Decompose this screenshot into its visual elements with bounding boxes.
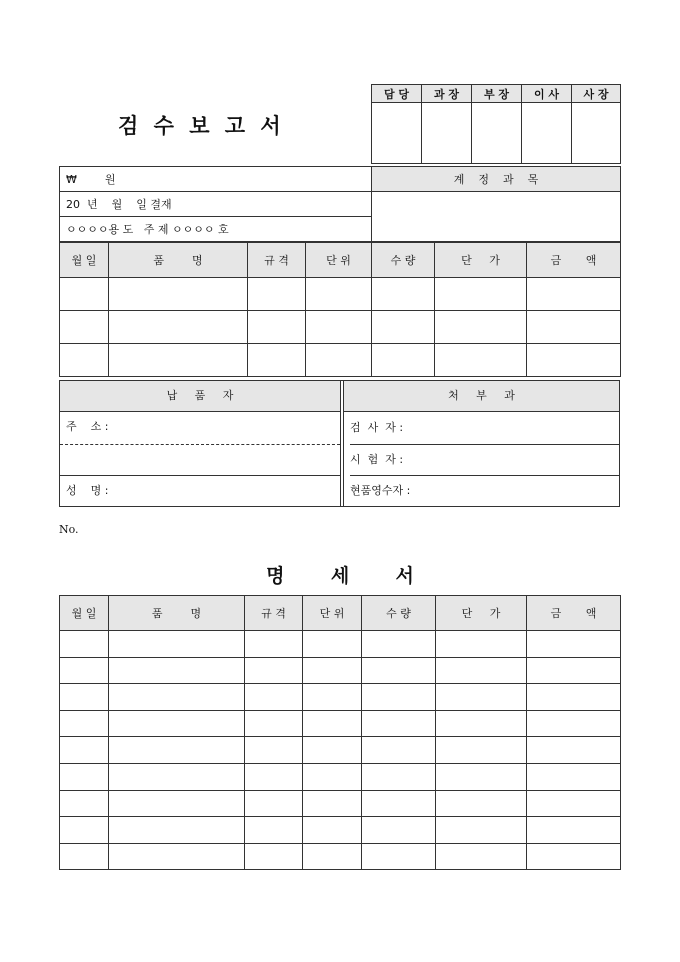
table-cell[interactable]: [248, 311, 306, 344]
approval-header: 사 장: [572, 85, 621, 103]
detail-row: [60, 817, 621, 844]
table-cell[interactable]: [436, 843, 527, 870]
table-cell[interactable]: [527, 790, 621, 817]
account-header: 계 정 과 목: [372, 167, 621, 192]
table-cell[interactable]: [245, 631, 303, 658]
table-cell[interactable]: [436, 737, 527, 764]
table-cell[interactable]: [362, 843, 436, 870]
detail-row: [60, 790, 621, 817]
col-header: 품 명: [109, 243, 248, 278]
table-cell[interactable]: [60, 790, 109, 817]
table-cell[interactable]: [436, 631, 527, 658]
table-cell[interactable]: [362, 763, 436, 790]
table-cell[interactable]: [372, 311, 435, 344]
detail-col-header: 품 명: [109, 596, 245, 631]
detail-row: [60, 657, 621, 684]
table-cell[interactable]: [303, 737, 362, 764]
items-row: [60, 311, 621, 344]
table-cell[interactable]: [527, 817, 621, 844]
supplier-header: 납 품 자: [60, 381, 340, 412]
table-cell[interactable]: [527, 344, 621, 377]
table-cell[interactable]: [362, 790, 436, 817]
table-cell[interactable]: [306, 311, 372, 344]
detail-col-header: 규 격: [245, 596, 303, 631]
approval-stamp-cell[interactable]: [472, 103, 522, 164]
table-cell[interactable]: [109, 710, 245, 737]
table-cell[interactable]: [245, 710, 303, 737]
detail-row: [60, 631, 621, 658]
items-row: [60, 344, 621, 377]
table-cell[interactable]: [527, 278, 621, 311]
detail-row: [60, 843, 621, 870]
receiver-label[interactable]: 현품영수자 :: [350, 484, 411, 497]
detail-col-header: 월 일: [60, 596, 109, 631]
table-cell[interactable]: [109, 311, 248, 344]
approval-header: 이 사: [522, 85, 572, 103]
table-cell[interactable]: [435, 311, 527, 344]
detail-row: [60, 684, 621, 711]
account-value-cell[interactable]: [372, 192, 621, 242]
detail-col-header: 단 위: [303, 596, 362, 631]
table-cell[interactable]: [60, 710, 109, 737]
detail-table: [59, 595, 621, 870]
inspector-label[interactable]: 검 사 자 :: [350, 411, 619, 445]
table-cell[interactable]: [109, 631, 245, 658]
table-cell[interactable]: [60, 344, 109, 377]
table-cell[interactable]: [527, 684, 621, 711]
table-cell[interactable]: [527, 710, 621, 737]
table-cell[interactable]: [248, 344, 306, 377]
approval-header: 부 장: [472, 85, 522, 103]
col-header: 단 가: [435, 243, 527, 278]
table-cell[interactable]: [60, 737, 109, 764]
table-cell[interactable]: [109, 684, 245, 711]
col-header: 월 일: [60, 243, 109, 278]
table-cell[interactable]: [245, 657, 303, 684]
table-cell[interactable]: [109, 657, 245, 684]
table-cell[interactable]: [527, 763, 621, 790]
table-cell[interactable]: [436, 817, 527, 844]
table-cell[interactable]: [60, 311, 109, 344]
table-cell[interactable]: [245, 737, 303, 764]
table-cell[interactable]: [303, 817, 362, 844]
table-cell[interactable]: [306, 278, 372, 311]
col-header: 규 격: [248, 243, 306, 278]
table-cell[interactable]: [303, 710, 362, 737]
col-header: 단 위: [306, 243, 372, 278]
table-cell[interactable]: [245, 790, 303, 817]
table-cell[interactable]: [248, 278, 306, 311]
table-cell[interactable]: [362, 817, 436, 844]
table-cell[interactable]: [362, 631, 436, 658]
detail-col-header: 금 액: [527, 596, 621, 631]
table-cell[interactable]: [303, 763, 362, 790]
report-title: 검 수 보 고 서: [118, 113, 285, 138]
table-cell[interactable]: [303, 657, 362, 684]
info-table: [59, 166, 621, 242]
detail-col-header: 수 량: [362, 596, 436, 631]
table-cell[interactable]: [245, 684, 303, 711]
items-table: [59, 242, 621, 377]
table-cell[interactable]: [362, 684, 436, 711]
use-line: ㅇㅇㅇㅇ용 도 주 제 ㅇㅇㅇㅇ 호: [60, 217, 372, 242]
supplier-address-label[interactable]: 주 소 :: [66, 420, 109, 433]
amount-line: ₩ 원: [60, 167, 372, 192]
detail-title: 명 세 서: [266, 565, 414, 587]
table-cell[interactable]: [436, 710, 527, 737]
table-cell[interactable]: [436, 763, 527, 790]
detail-row: [60, 710, 621, 737]
table-cell[interactable]: [109, 737, 245, 764]
table-cell[interactable]: [245, 763, 303, 790]
items-row: [60, 278, 621, 311]
table-cell[interactable]: [60, 843, 109, 870]
table-cell[interactable]: [109, 843, 245, 870]
table-cell[interactable]: [527, 631, 621, 658]
table-cell[interactable]: [362, 737, 436, 764]
table-cell[interactable]: [436, 657, 527, 684]
table-cell[interactable]: [60, 684, 109, 711]
table-cell[interactable]: [109, 278, 248, 311]
col-header: 수 량: [372, 243, 435, 278]
approval-header: 담 당: [372, 85, 422, 103]
table-cell[interactable]: [109, 344, 248, 377]
table-cell[interactable]: [60, 278, 109, 311]
table-cell[interactable]: [362, 657, 436, 684]
approval-table: [371, 84, 621, 164]
table-cell[interactable]: [435, 278, 527, 311]
approval-stamp-cell[interactable]: [422, 103, 472, 164]
supplier-address-line2[interactable]: [60, 445, 340, 476]
table-cell[interactable]: [303, 843, 362, 870]
table-cell[interactable]: [372, 278, 435, 311]
document-number-label: No.: [59, 523, 79, 536]
approval-stamp-cell[interactable]: [572, 103, 621, 164]
table-cell[interactable]: [109, 763, 245, 790]
table-cell[interactable]: [60, 817, 109, 844]
table-cell[interactable]: [60, 763, 109, 790]
approval-stamp-cell[interactable]: [522, 103, 572, 164]
table-cell[interactable]: [306, 344, 372, 377]
table-cell[interactable]: [303, 684, 362, 711]
table-cell[interactable]: [60, 631, 109, 658]
tester-label[interactable]: 시 험 자 :: [350, 445, 619, 476]
table-cell[interactable]: [436, 790, 527, 817]
supplier-name-label[interactable]: 성 명 :: [66, 484, 109, 497]
table-cell[interactable]: [527, 657, 621, 684]
detail-col-header: 단 가: [436, 596, 527, 631]
table-cell[interactable]: [527, 737, 621, 764]
table-cell[interactable]: [60, 657, 109, 684]
table-cell[interactable]: [372, 344, 435, 377]
col-header: 금 액: [527, 243, 621, 278]
department-header: 처 부 과: [344, 381, 619, 412]
table-cell[interactable]: [303, 790, 362, 817]
table-cell[interactable]: [527, 843, 621, 870]
detail-row: [60, 763, 621, 790]
table-cell[interactable]: [362, 710, 436, 737]
table-cell[interactable]: [245, 843, 303, 870]
table-cell[interactable]: [303, 631, 362, 658]
approval-header: 과 장: [422, 85, 472, 103]
table-cell[interactable]: [109, 790, 245, 817]
signature-section: [59, 380, 620, 507]
table-cell[interactable]: [435, 344, 527, 377]
date-line: 20 년 월 일 결재: [60, 192, 372, 217]
detail-row: [60, 737, 621, 764]
table-cell[interactable]: [245, 817, 303, 844]
approval-stamp-cell[interactable]: [372, 103, 422, 164]
table-cell[interactable]: [527, 311, 621, 344]
table-cell[interactable]: [436, 684, 527, 711]
table-cell[interactable]: [109, 817, 245, 844]
